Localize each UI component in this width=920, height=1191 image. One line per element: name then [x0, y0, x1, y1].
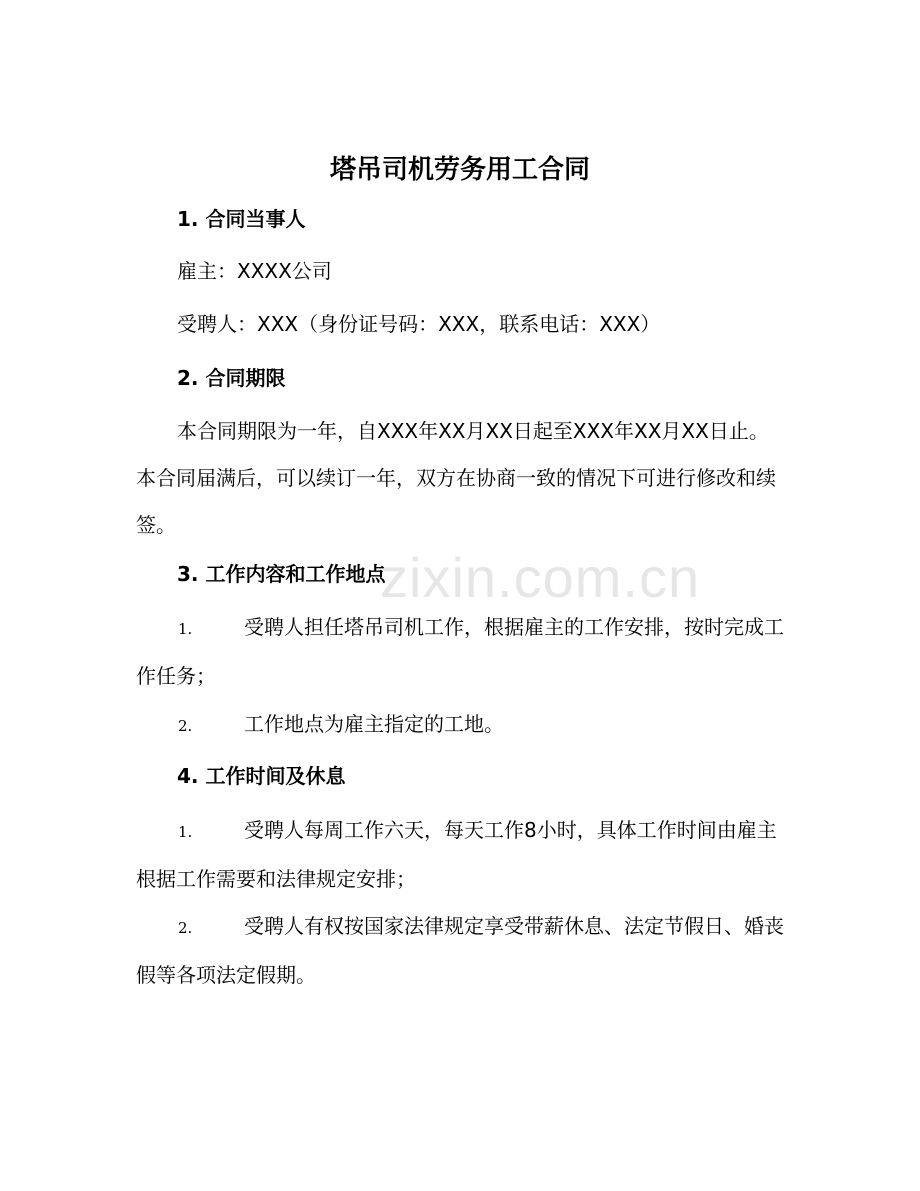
employee-line: 受聘人：XXX（身份证号码：XXX，联系电话：XXX）	[177, 312, 661, 336]
work-location-item	[136, 701, 786, 750]
item-number: 1.	[178, 620, 193, 638]
item-number: 2.	[178, 919, 193, 937]
item-text: 受聘人担任塔吊司机工作，根据雇主的工作安排，按时完成工作任务；	[136, 615, 784, 688]
watermark: zixin.com.cn	[380, 546, 701, 609]
leave-item	[136, 903, 786, 999]
item-text: 工作地点为雇主指定的工地。	[244, 712, 504, 736]
section-heading-work-content: 3. 工作内容和工作地点	[177, 562, 386, 586]
work-content-item	[136, 604, 786, 700]
item-number: 1.	[178, 823, 193, 841]
section-heading-work-hours: 4. 工作时间及休息	[177, 764, 346, 788]
employer-line: 雇主：XXXX公司	[177, 259, 332, 283]
document-title: 塔吊司机劳务用工合同	[329, 155, 590, 185]
item-text: 受聘人有权按国家法律规定享受带薪休息、法定节假日、婚丧假等各项法定假期。	[136, 914, 784, 987]
item-text: 受聘人每周工作六天，每天工作8小时，具体工作时间由雇主根据工作需要和法律规定安排；	[136, 818, 777, 891]
term-paragraph: 本合同期限为一年，自XXX年XX月XX日起至XXX年XX月XX日止。本合同届满后，可以续订一年，双方在协商一致的情况下可进行修改和续签。	[136, 419, 776, 537]
section-heading-parties: 1. 合同当事人	[177, 207, 306, 231]
item-number: 2.	[178, 717, 193, 735]
section-heading-term: 2. 合同期限	[177, 366, 286, 390]
work-hours-item	[136, 807, 786, 903]
